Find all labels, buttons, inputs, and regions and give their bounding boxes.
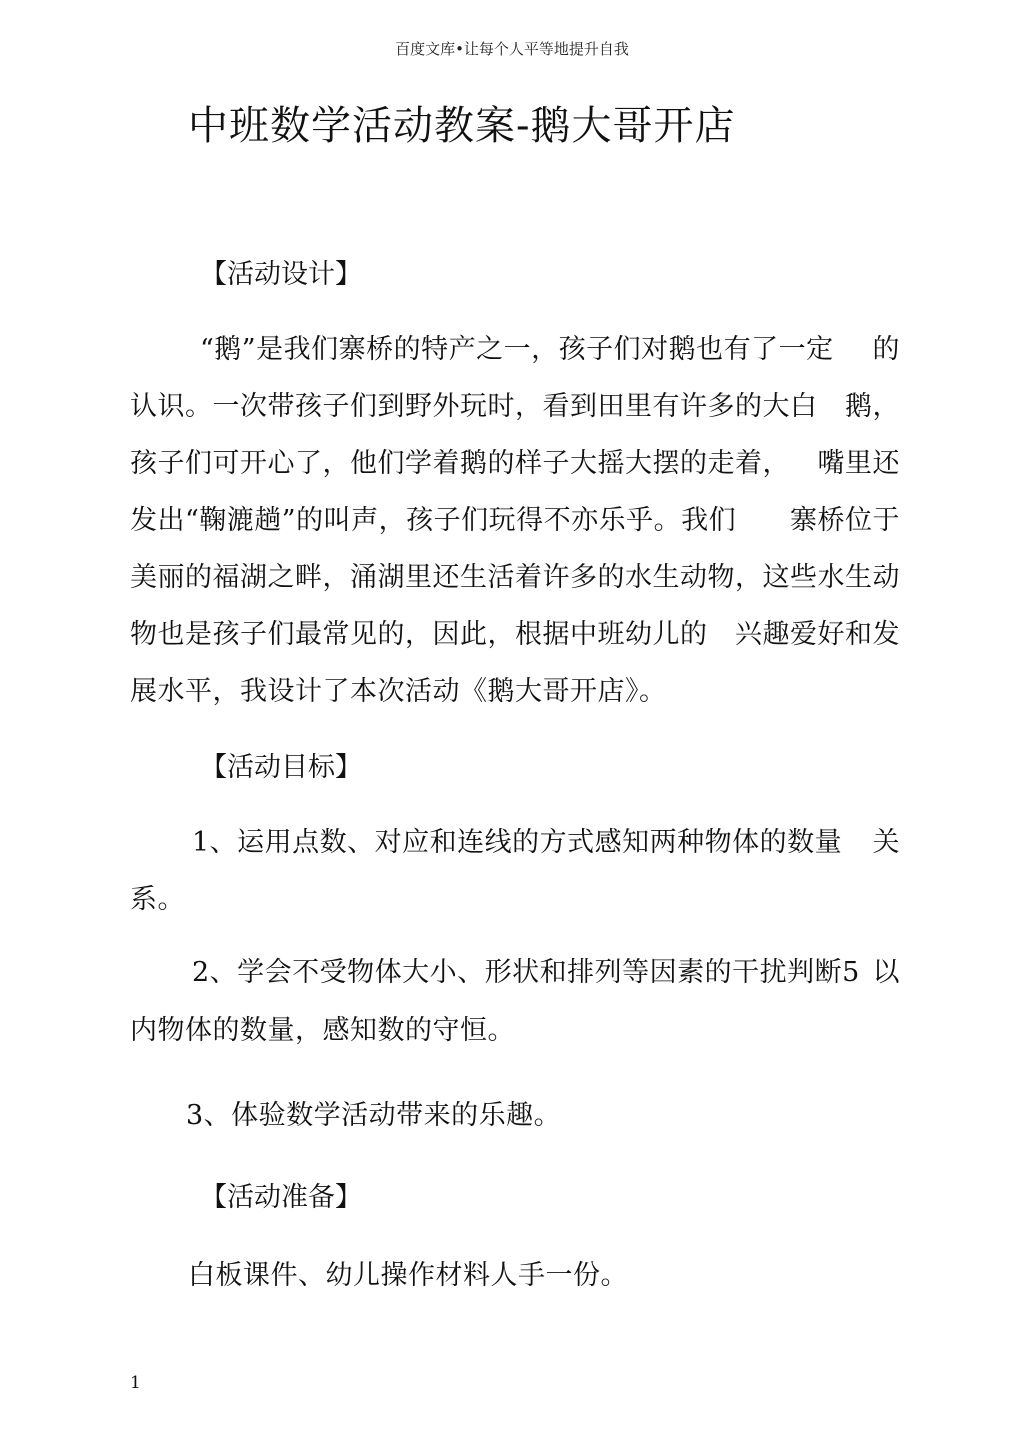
design-line-4-a: 发出“鞠漉趟”的叫声，孩子们玩得不亦乐乎。我们 (130, 505, 737, 536)
design-line-2 (130, 387, 900, 427)
design-line-3 (130, 444, 900, 484)
design-line-1 (200, 330, 900, 370)
goal-item-3: 3、体验数学活动带来的乐趣。 (186, 1100, 562, 1131)
design-line-6-a: 物也是孩子们最常见的，因此，根据中班幼儿的 (130, 619, 708, 650)
design-line-4 (130, 501, 900, 541)
goal-item-2-tail: 以 (872, 957, 900, 988)
design-line-5-a: 美丽的福湖之畔，涌湖里还生活着许多的水生动物， (130, 562, 763, 593)
design-line-1-a: “鹅”是我们寨桥的特产之一，孩子们对鹅也有了一定 (200, 334, 834, 365)
preparation-text: 白板课件、幼儿操作材料人手一份。 (188, 1260, 628, 1291)
goal-item-1-tail: 关 (872, 827, 900, 858)
page-number: 1 (130, 1373, 141, 1393)
document-title: 中班数学活动教案-鹅大哥开店 (188, 103, 736, 149)
goal-item-2-text: 2、学会不受物体大小、形状和排列等因素的干扰判断5 (192, 957, 860, 988)
design-line-5 (130, 558, 900, 598)
goal-item-2-line-2: 内物体的数量，感知数的守恒。 (130, 1015, 515, 1046)
design-line-3-a: 孩子们可开心了，他们学着鹅的样子大摇大摆的走着， (130, 448, 790, 479)
section-heading-preparation: 【活动准备】 (200, 1182, 362, 1213)
design-line-7: 展水平，我设计了本次活动《鹅大哥开店》。 (130, 676, 667, 707)
design-line-3-b: 嘴里还 (817, 448, 900, 479)
design-line-5-b: 这些水生动 (762, 562, 900, 593)
design-line-4-b: 寨桥位于 (790, 505, 900, 536)
design-line-2-a: 认识。一次带孩子们到野外玩时，看到田里有许多的大白 (130, 391, 818, 422)
design-line-1-b: 的 (872, 334, 900, 365)
goal-item-2-line-1 (192, 953, 900, 993)
goal-item-1-line-1 (192, 823, 900, 863)
page-header: 百度文库•让每个人平等地提升自我 (395, 40, 629, 58)
design-line-6 (130, 615, 900, 655)
design-line-6-b: 兴趣爱好和发 (735, 619, 900, 650)
design-line-2-b: 鹅， (845, 391, 900, 422)
section-heading-goals: 【活动目标】 (200, 752, 362, 783)
section-heading-design: 【活动设计】 (200, 259, 362, 290)
goal-item-1-text: 1、运用点数、对应和连线的方式感知两种物体的数量 (192, 827, 843, 858)
goal-item-1-line-2: 系。 (130, 884, 185, 915)
